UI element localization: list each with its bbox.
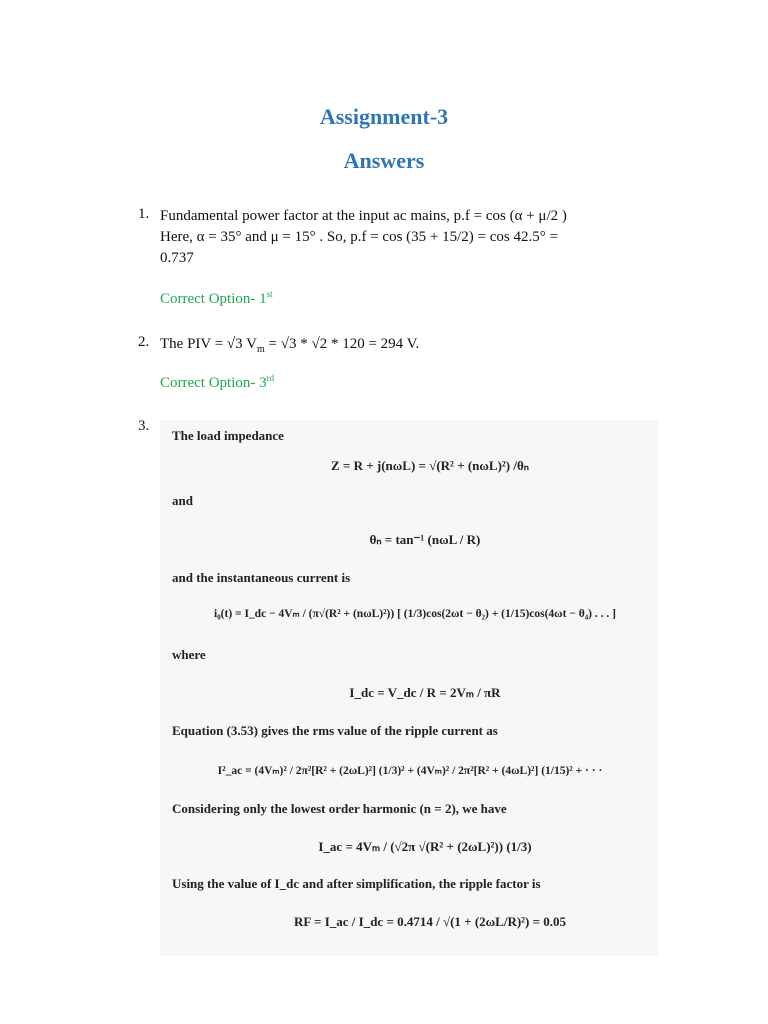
q2-text-a: The PIV = √3 V <box>160 336 257 352</box>
q2-text <box>160 334 419 355</box>
q3-text-instantaneous: and the instantaneous current is <box>172 570 351 585</box>
q2-answer-sup: rd <box>266 373 275 383</box>
q3-solution-image <box>160 420 658 956</box>
q3-eq-impedance: Z = R + j(nωL) = √(R² + (nωL)²) /θₙ <box>331 458 529 473</box>
q3-text-equation: Equation (3.53) gives the rms value of the ripple current as <box>172 723 498 738</box>
q3-eq-rf: RF = I_ac / I_dc = 0.4714 / √(1 + (2ωL/R)²) = 0.05 <box>293 914 567 929</box>
q3-text-load-impedance: The load impedance <box>172 428 284 443</box>
q2-text-sub: m <box>256 344 265 355</box>
q2-answer <box>160 373 274 394</box>
q3-number: 3. <box>138 418 150 434</box>
q3-eq-theta: θₙ = tan⁻¹ (nωL / R) <box>369 532 481 547</box>
q2-answer-text: Correct Option- 3 <box>160 375 267 391</box>
q1-line3: 0.737 <box>160 250 194 266</box>
page-subtitle: Answers <box>343 148 425 173</box>
q3-eq-idc: I_dc = V_dc / R = 2Vₘ / πR <box>349 685 501 700</box>
q3-text-and: and <box>172 493 193 508</box>
q3-eq-iac: I_ac = 4Vₘ / (√2π √(R² + (2ωL)²)) (1/3) <box>318 839 532 854</box>
q3-text-where: where <box>172 647 206 662</box>
q3-text-considering: Considering only the lowest order harmonic (n = 2), we have <box>172 801 507 816</box>
q1-line1: Fundamental power factor at the input ac mains, p.f = cos (α + μ/2 ) <box>160 208 567 224</box>
q1-answer-text: Correct Option- 1 <box>160 291 267 307</box>
q1-number: 1. <box>138 206 150 222</box>
q2-number: 2. <box>138 334 150 350</box>
q1-answer <box>160 289 273 310</box>
q3-eq-current: i₀(t) = I_dc − 4Vₘ / (π√(R² + (nωL)²)) [ (1/3)cos(2ωt − θ₂) + (1/15)cos(4ωt − θ₄) . . . ] <box>214 608 616 620</box>
q3-text-using: Using the value of I_dc and after simplification, the ripple factor is <box>172 876 541 891</box>
q3-eq-iac-squared: I²_ac = (4Vₘ)² / 2π²[R² + (2ωL)²] (1/3)² + (4Vₘ)² / 2π²[R² + (4ωL)²] (1/15)² + · · · <box>217 765 603 777</box>
q1-line2: Here, α = 35° and μ = 15° . So, p.f = cos (35 + 15/2) = cos 42.5° = <box>160 229 558 245</box>
q1-answer-sup: st <box>266 289 273 299</box>
q2-text-b: = √3 * √2 * 120 = 294 V. <box>264 336 420 352</box>
page-title: Assignment-3 <box>319 104 449 129</box>
